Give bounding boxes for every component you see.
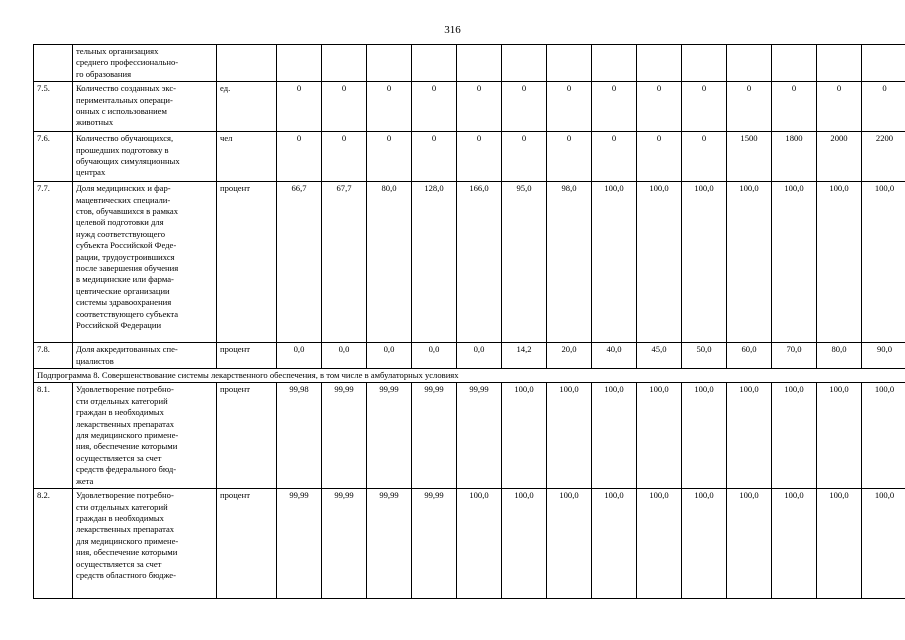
- value-cell: 99,99: [457, 383, 502, 489]
- value-cell: [367, 45, 412, 82]
- value-cell: 0,0: [277, 343, 322, 369]
- value-cell: [592, 45, 637, 82]
- value-cell: 0: [682, 132, 727, 182]
- value-cell: 1800: [772, 132, 817, 182]
- indicator-name-text: Удовлетворение потребно- сти отдельных категорий граждан в необходимых лекарственных препаратах для медицинского примене- ния, обеспечение которыми осуществляется за счет средств федерального бюд- жета: [76, 384, 179, 486]
- value-cell: 0: [457, 82, 502, 132]
- table-row: [34, 383, 905, 489]
- table-row: [34, 82, 905, 132]
- value-cell: 50,0: [682, 343, 727, 369]
- unit-cell: процент: [217, 383, 277, 489]
- unit-cell: процент: [217, 489, 277, 599]
- table-row: [34, 45, 905, 82]
- value-cell: 0: [637, 82, 682, 132]
- value-cell: 0: [322, 82, 367, 132]
- row-number: 8.2.: [34, 489, 73, 599]
- value-cell: [682, 45, 727, 82]
- row-number: [34, 45, 73, 82]
- row-number: 7.6.: [34, 132, 73, 182]
- value-cell: [412, 45, 457, 82]
- value-cell: 0: [727, 82, 772, 132]
- value-cell: [772, 45, 817, 82]
- value-cell: [817, 45, 862, 82]
- unit-cell: процент: [217, 343, 277, 369]
- value-cell: 90,0: [862, 343, 905, 369]
- value-cell: 0: [367, 82, 412, 132]
- value-cell: 1500: [727, 132, 772, 182]
- value-cell: 0,0: [412, 343, 457, 369]
- value-cell: 0: [412, 82, 457, 132]
- value-cell: 60,0: [727, 343, 772, 369]
- value-cell: 45,0: [637, 343, 682, 369]
- value-cell: 100,0: [727, 489, 772, 599]
- value-cell: 0: [277, 132, 322, 182]
- unit-cell: процент: [217, 182, 277, 343]
- value-cell: 0: [592, 82, 637, 132]
- unit-cell: [217, 45, 277, 82]
- value-cell: [502, 45, 547, 82]
- value-cell: 100,0: [592, 182, 637, 343]
- value-cell: 70,0: [772, 343, 817, 369]
- value-cell: 100,0: [547, 489, 592, 599]
- value-cell: 0: [322, 132, 367, 182]
- value-cell: 0,0: [457, 343, 502, 369]
- value-cell: 0: [637, 132, 682, 182]
- value-cell: 80,0: [367, 182, 412, 343]
- value-cell: [637, 45, 682, 82]
- indicators-table: [33, 44, 905, 599]
- indicator-name-text: тельных организациях среднего профессионально- го образования: [76, 46, 179, 79]
- value-cell: 99,99: [412, 489, 457, 599]
- unit-cell: ед.: [217, 82, 277, 132]
- row-number: 7.5.: [34, 82, 73, 132]
- indicator-name-text: Доля аккредитованных спе- циалистов: [76, 344, 178, 366]
- row-number: 7.8.: [34, 343, 73, 369]
- value-cell: 100,0: [817, 182, 862, 343]
- value-cell: [862, 45, 905, 82]
- section-row: [34, 369, 905, 383]
- indicator-name: [73, 182, 217, 343]
- value-cell: [322, 45, 367, 82]
- indicator-name: [73, 82, 217, 132]
- value-cell: 100,0: [637, 383, 682, 489]
- value-cell: 100,0: [637, 182, 682, 343]
- table-row: [34, 343, 905, 369]
- value-cell: 100,0: [727, 383, 772, 489]
- value-cell: 0: [817, 82, 862, 132]
- indicator-name-text: Удовлетворение потребно- сти отдельных категорий граждан в необходимых лекарственных препаратах для медицинского примене- ния, обеспечение которыми осуществляется за счет средств областного бюдже-: [76, 490, 179, 580]
- value-cell: 14,2: [502, 343, 547, 369]
- value-cell: 99,99: [367, 489, 412, 599]
- value-cell: 80,0: [817, 343, 862, 369]
- value-cell: 0: [862, 82, 905, 132]
- value-cell: 100,0: [862, 182, 905, 343]
- value-cell: 99,99: [322, 383, 367, 489]
- row-number: 8.1.: [34, 383, 73, 489]
- value-cell: 100,0: [772, 489, 817, 599]
- indicator-name-text: Доля медицинских и фар- мацевтических специали- стов, обучавшихся в рамках целевой подготовки для нужд соответствующего субъекта Российской Феде- рации, трудоустроившихся после завершения обучения в медицинские или фарма- цевтические организации системы здравоохранения соответствующего субъекта Российской Федерации: [76, 183, 179, 331]
- value-cell: 99,99: [322, 489, 367, 599]
- value-cell: 20,0: [547, 343, 592, 369]
- value-cell: 100,0: [637, 489, 682, 599]
- value-cell: 0,0: [367, 343, 412, 369]
- value-cell: 100,0: [502, 383, 547, 489]
- value-cell: 0: [547, 132, 592, 182]
- value-cell: 66,7: [277, 182, 322, 343]
- value-cell: 0: [367, 132, 412, 182]
- page-number: 316: [444, 24, 461, 36]
- indicator-name-text: Количество созданных экс- периментальных операци- онных с использованием животных: [76, 83, 177, 128]
- value-cell: 100,0: [862, 489, 905, 599]
- table-row: [34, 132, 905, 182]
- value-cell: 0: [502, 132, 547, 182]
- value-cell: 67,7: [322, 182, 367, 343]
- row-number: 7.7.: [34, 182, 73, 343]
- value-cell: [727, 45, 772, 82]
- unit-cell: чел: [217, 132, 277, 182]
- value-cell: 100,0: [547, 383, 592, 489]
- value-cell: 100,0: [457, 489, 502, 599]
- value-cell: 0: [502, 82, 547, 132]
- value-cell: 100,0: [682, 383, 727, 489]
- value-cell: 100,0: [772, 182, 817, 343]
- value-cell: 100,0: [817, 489, 862, 599]
- value-cell: 99,99: [277, 489, 322, 599]
- value-cell: 0: [457, 132, 502, 182]
- value-cell: 100,0: [862, 383, 905, 489]
- value-cell: 99,99: [367, 383, 412, 489]
- section-heading: Подпрограмма 8. Совершенствование системы лекарственного обеспечения, в том числе в амбулаторных условиях: [34, 369, 905, 383]
- value-cell: 2200: [862, 132, 905, 182]
- indicator-name: [73, 489, 217, 599]
- value-cell: 0: [547, 82, 592, 132]
- value-cell: 100,0: [817, 383, 862, 489]
- value-cell: [277, 45, 322, 82]
- value-cell: 0: [682, 82, 727, 132]
- value-cell: 0: [772, 82, 817, 132]
- value-cell: 0: [277, 82, 322, 132]
- value-cell: 98,0: [547, 182, 592, 343]
- value-cell: 100,0: [772, 383, 817, 489]
- value-cell: 0: [592, 132, 637, 182]
- table-row: [34, 489, 905, 599]
- table-row: [34, 182, 905, 343]
- value-cell: 99,98: [277, 383, 322, 489]
- indicator-name: [73, 45, 217, 82]
- value-cell: 100,0: [592, 383, 637, 489]
- value-cell: 99,99: [412, 383, 457, 489]
- value-cell: 40,0: [592, 343, 637, 369]
- value-cell: [457, 45, 502, 82]
- value-cell: 166,0: [457, 182, 502, 343]
- indicator-name: [73, 132, 217, 182]
- indicator-name-text: Количество обучающихся, прошедших подготовку в обучающих симуляционных центрах: [76, 133, 180, 178]
- value-cell: 100,0: [727, 182, 772, 343]
- value-cell: 0: [412, 132, 457, 182]
- value-cell: 100,0: [502, 489, 547, 599]
- value-cell: [547, 45, 592, 82]
- value-cell: 0,0: [322, 343, 367, 369]
- value-cell: 100,0: [682, 489, 727, 599]
- value-cell: 2000: [817, 132, 862, 182]
- value-cell: 95,0: [502, 182, 547, 343]
- value-cell: 100,0: [592, 489, 637, 599]
- indicator-name: [73, 343, 217, 369]
- indicator-name: [73, 383, 217, 489]
- value-cell: 128,0: [412, 182, 457, 343]
- value-cell: 100,0: [682, 182, 727, 343]
